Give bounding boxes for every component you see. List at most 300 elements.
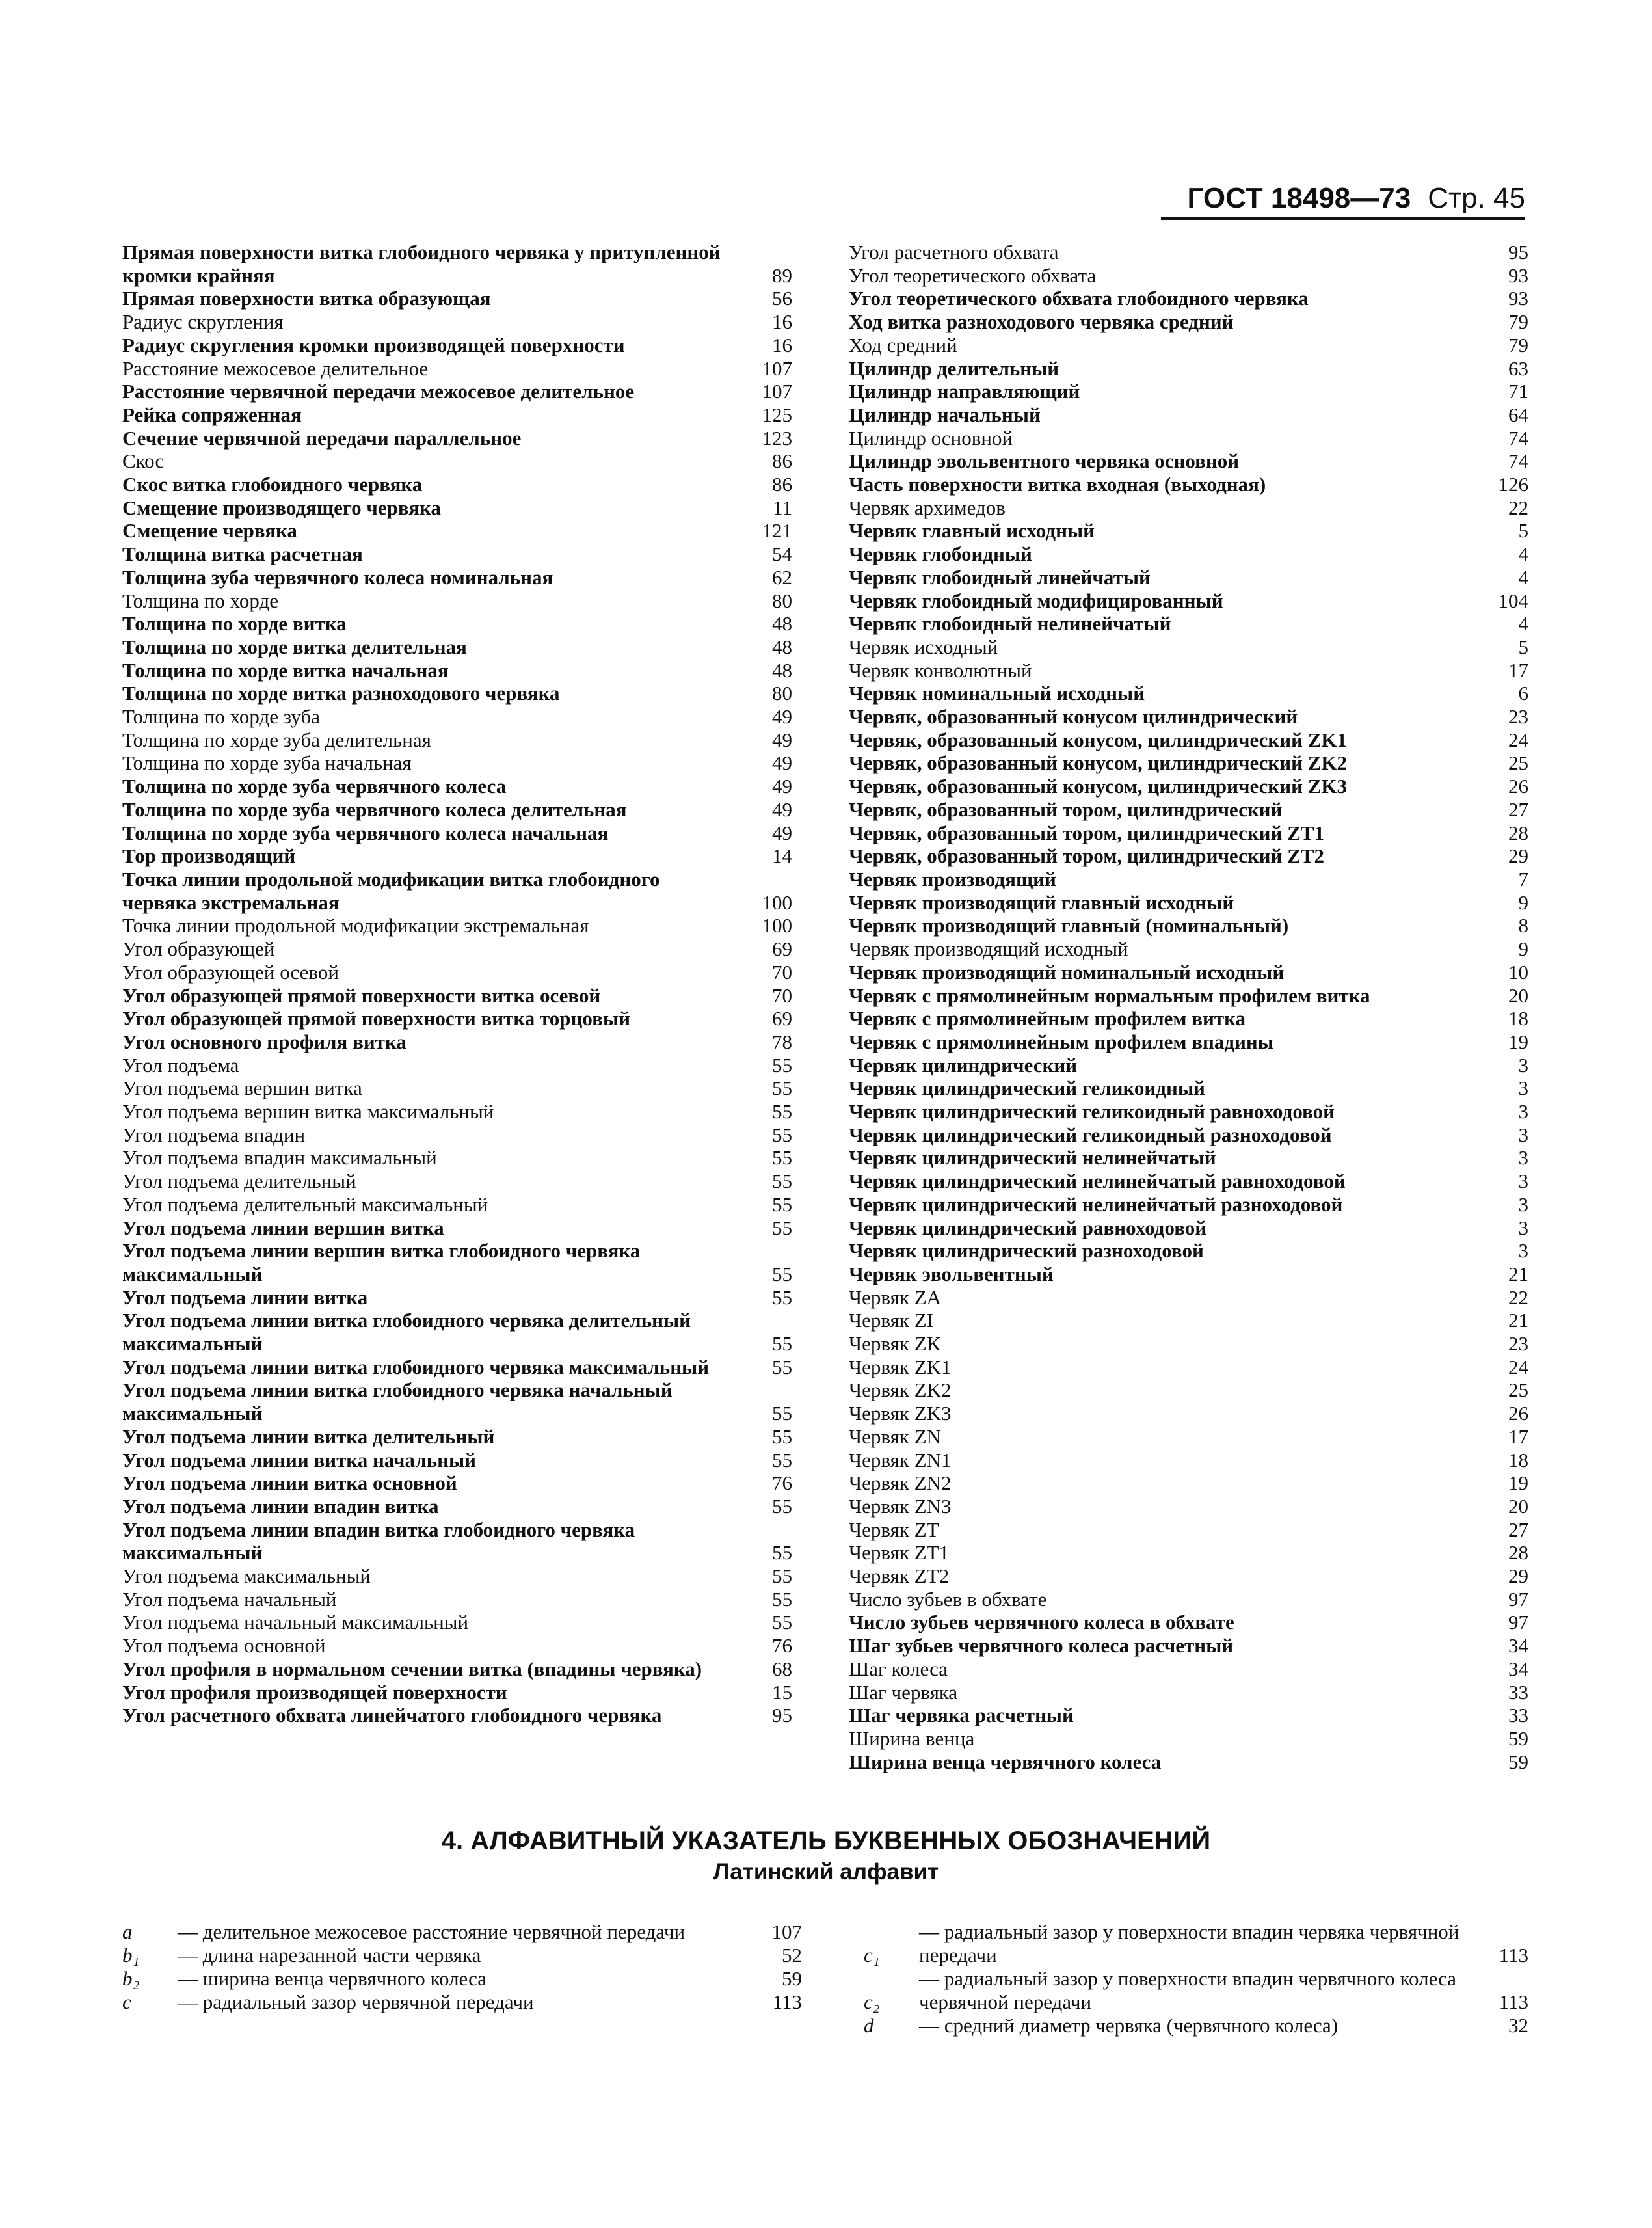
- index-term-number: 100: [762, 914, 792, 937]
- index-entry: [122, 775, 792, 798]
- index-term-number: 55: [772, 1216, 792, 1239]
- index-term-number: 3: [1518, 1123, 1528, 1146]
- index-entry: [122, 1471, 792, 1495]
- index-term: Толщина по хорде зуба начальная: [122, 751, 412, 775]
- index-term-number: 86: [772, 450, 792, 473]
- index-term: Угол подъема линии витка глобоидного червяка максимальный: [122, 1355, 710, 1378]
- index-entry: [849, 1239, 1528, 1263]
- index-entry: [122, 1216, 792, 1240]
- index-entry: [122, 1077, 792, 1100]
- standard-title: ГОСТ 18498—73: [1187, 182, 1411, 214]
- index-term: Червяк ZK3: [849, 1402, 952, 1425]
- index-entry: [122, 1030, 792, 1054]
- index-entry: [849, 1356, 1528, 1379]
- index-entry: [849, 798, 1528, 822]
- index-term-number: 49: [772, 775, 792, 798]
- index-term: Радиус скругления: [122, 310, 284, 334]
- index-term-number: 55: [772, 1146, 792, 1170]
- symbol-entry: [122, 1991, 802, 2014]
- index-column-left: [122, 241, 792, 1727]
- index-term-number: 4: [1518, 543, 1528, 566]
- index-term-number: 27: [1508, 798, 1528, 821]
- index-entry: [122, 729, 792, 752]
- index-term-number: 78: [772, 1030, 792, 1053]
- index-entry: [849, 1588, 1528, 1611]
- index-term: Толщина по хорде зуба червячного колеса делительная: [122, 798, 627, 821]
- page-number: Стр. 45: [1428, 182, 1525, 214]
- index-term: Угол подъема линии вершин витка: [122, 1216, 444, 1239]
- index-term-number: 64: [1508, 403, 1528, 426]
- index-entry: [122, 612, 792, 636]
- index-term-number: 49: [772, 705, 792, 729]
- index-term: Угол образующей осевой: [122, 960, 339, 984]
- index-term: Цилиндр эвольвентного червяка основной: [849, 450, 1240, 473]
- index-entry: [122, 1309, 792, 1355]
- index-term-number: 22: [1508, 1285, 1528, 1309]
- index-entry: [849, 1425, 1528, 1449]
- index-entry: [849, 705, 1528, 729]
- index-term-number: 26: [1508, 775, 1528, 798]
- index-term-number: 9: [1518, 937, 1528, 961]
- index-term: Точка линии продольной модификации экстремальная: [122, 914, 589, 937]
- index-entry: [849, 241, 1528, 264]
- index-term: Скос витка глобоидного червяка: [122, 473, 423, 496]
- index-entry: [849, 682, 1528, 705]
- index-term: Смещение производящего червяка: [122, 496, 441, 519]
- index-term-number: 33: [1508, 1704, 1528, 1727]
- index-term-number: 28: [1508, 821, 1528, 844]
- index-term-number: 63: [1508, 356, 1528, 380]
- index-term: Угол профиля в нормальном сечении витка (впадины червяка): [122, 1657, 702, 1680]
- index-term-number: 3: [1518, 1053, 1528, 1077]
- index-term: Червяк ZK: [849, 1332, 942, 1356]
- index-term: Угол подъема: [122, 1053, 239, 1077]
- index-term-number: 26: [1508, 1402, 1528, 1425]
- index-term-number: 49: [772, 751, 792, 775]
- index-entry: [849, 1704, 1528, 1727]
- index-term: Ход витка разноходового червяка средний: [849, 310, 1234, 334]
- symbol: b₂: [122, 1967, 140, 1990]
- index-term: Червяк, образованный тором, цилиндрический ZT2: [849, 844, 1325, 868]
- index-term-number: 25: [1508, 1378, 1528, 1402]
- index-term: Червяк глобоидный нелинейчатый: [849, 612, 1171, 636]
- index-entry: [122, 1588, 792, 1611]
- index-term: Червяк номинальный исходный: [849, 682, 1145, 705]
- index-term: Червяк, образованный конусом цилиндрический: [849, 705, 1298, 729]
- index-entry: [122, 1449, 792, 1472]
- index-term: Червяк главный исходный: [849, 519, 1095, 543]
- index-term-number: 18: [1508, 1448, 1528, 1471]
- index-entry: [849, 1077, 1528, 1100]
- index-term-number: 28: [1508, 1541, 1528, 1564]
- index-entry: [849, 473, 1528, 496]
- index-term-number: 125: [762, 403, 792, 426]
- index-term: Червяк производящий исходный: [849, 937, 1128, 961]
- index-entry: [122, 961, 792, 984]
- index-term: Сечение червячной передачи параллельное: [122, 426, 522, 450]
- index-term: Угол подъема линии витка основной: [122, 1471, 457, 1495]
- index-term: Толщина по хорде зуба делительная: [122, 728, 431, 751]
- index-term: Червяк цилиндрический нелинейчатый: [849, 1146, 1216, 1170]
- index-term-number: 97: [1508, 1611, 1528, 1634]
- index-entry: [849, 334, 1528, 357]
- index-term-number: 3: [1518, 1239, 1528, 1263]
- index-term: Угол подъема вершин витка максимальный: [122, 1100, 494, 1123]
- index-term-number: 80: [772, 589, 792, 612]
- index-term-number: 49: [772, 728, 792, 751]
- index-term: Угол теоретического обхвата глобоидного червяка: [849, 287, 1309, 310]
- index-term: Ход средний: [849, 333, 957, 356]
- index-term: Толщина по хорде зуба червячного колеса начальная: [122, 821, 609, 844]
- index-entry: [849, 1518, 1528, 1542]
- index-term: Толщина по хорде витка начальная: [122, 658, 449, 682]
- index-term: Червяк глобоидный линейчатый: [849, 565, 1151, 589]
- index-term: Шаг червяка расчетный: [849, 1704, 1074, 1727]
- index-term: Червяк ZN: [849, 1425, 942, 1448]
- index-term-number: 49: [772, 821, 792, 844]
- index-term: Толщина по хорде витка разноходового червяка: [122, 682, 560, 705]
- index-term-number: 22: [1508, 496, 1528, 519]
- index-term: Скос: [122, 450, 165, 473]
- index-entry: [849, 891, 1528, 915]
- symbol-term-number: 32: [1508, 2014, 1528, 2037]
- index-term-number: 5: [1518, 519, 1528, 543]
- index-term-number: 3: [1518, 1192, 1528, 1216]
- index-entry: [849, 1681, 1528, 1704]
- index-term: Шаг колеса: [849, 1657, 948, 1680]
- index-term-number: 29: [1508, 1564, 1528, 1588]
- index-term-number: 19: [1508, 1471, 1528, 1495]
- index-term: Ширина венца червячного колеса: [849, 1750, 1162, 1773]
- index-term: Прямая поверхности витка глобоидного червяка у притупленной кромки крайняя: [122, 241, 721, 287]
- index-term-number: 100: [762, 891, 792, 914]
- index-term: Угол расчетного обхвата: [849, 241, 1059, 263]
- index-term: Точка линии продольной модификации витка глобоидного червяка экстремальная: [122, 867, 660, 914]
- index-term: Червяк, образованный тором, цилиндрический: [849, 798, 1283, 821]
- index-entry: [849, 612, 1528, 636]
- index-term-number: 121: [762, 519, 792, 543]
- index-term: Червяк, образованный конусом, цилиндрический ZK3: [849, 775, 1348, 798]
- index-entry: [849, 1378, 1528, 1402]
- index-entry: [122, 914, 792, 937]
- index-term: Червяк ZN1: [849, 1448, 952, 1471]
- index-term: Число зубьев в обхвате: [849, 1587, 1047, 1611]
- index-term: Шаг червяка: [849, 1680, 958, 1704]
- index-term: Угол подъема начальный: [122, 1587, 337, 1611]
- index-term-number: 97: [1508, 1587, 1528, 1611]
- index-entry: [849, 1449, 1528, 1472]
- index-term-number: 34: [1508, 1657, 1528, 1680]
- symbol: d: [864, 2014, 874, 2037]
- index-term: Расстояние межосевое делительное: [122, 356, 429, 380]
- index-term: Червяк с прямолинейным профилем витка: [849, 1007, 1246, 1030]
- index-term-number: 14: [772, 844, 792, 868]
- symbol-term-number: 113: [1499, 1991, 1528, 2013]
- index-entry: [122, 1611, 792, 1634]
- index-entry: [849, 1634, 1528, 1658]
- index-entry: [849, 403, 1528, 427]
- index-term: Расстояние червячной передачи межосевое делительное: [122, 380, 635, 403]
- index-entry: [122, 1239, 792, 1285]
- symbol-term-number: 113: [772, 1991, 802, 2013]
- index-term: Червяк, образованный тором, цилиндрический ZT1: [849, 821, 1325, 844]
- index-term: Шаг зубьев червячного колеса расчетный: [849, 1634, 1234, 1658]
- index-term-number: 21: [1508, 1309, 1528, 1332]
- index-term: Червяк ZT: [849, 1518, 939, 1541]
- index-term: Червяк с прямолинейным профилем впадины: [849, 1030, 1273, 1053]
- index-term-number: 55: [772, 1170, 792, 1193]
- index-entry: [849, 310, 1528, 334]
- index-term: Червяк ZK1: [849, 1355, 952, 1378]
- index-term-number: 55: [772, 1564, 792, 1588]
- index-term-number: 55: [772, 1425, 792, 1448]
- index-term: Червяк ZN2: [849, 1471, 952, 1495]
- index-entry: [849, 496, 1528, 520]
- index-entry: [849, 1564, 1528, 1588]
- index-term: Прямая поверхности витка образующая: [122, 287, 491, 310]
- index-term: Угол подъема основной: [122, 1634, 326, 1658]
- index-term: Угол подъема делительный: [122, 1170, 356, 1193]
- index-term-number: 11: [773, 496, 792, 519]
- index-term-number: 55: [772, 1285, 792, 1309]
- index-term: Угол подъема впадин: [122, 1123, 306, 1146]
- symbol-entry: [864, 1920, 1528, 1967]
- index-entry: [849, 1193, 1528, 1216]
- index-term-number: 69: [772, 1007, 792, 1030]
- section-title: 4. АЛФАВИТНЫЙ УКАЗАТЕЛЬ БУКВЕННЫХ ОБОЗНАЧЕНИЙ: [441, 1827, 1211, 1855]
- index-entry: [849, 1727, 1528, 1751]
- index-term: Червяк глобоидный модифицированный: [849, 589, 1223, 612]
- index-term-number: 76: [772, 1634, 792, 1658]
- index-entry: [849, 844, 1528, 868]
- index-term-number: 24: [1508, 1355, 1528, 1378]
- index-term: Угол подъема линии витка: [122, 1285, 368, 1309]
- index-entry: [122, 1054, 792, 1077]
- index-term: Толщина по хорде витка: [122, 612, 347, 636]
- index-term: Червяк цилиндрический равноходовой: [849, 1216, 1207, 1239]
- index-entry: [849, 636, 1528, 659]
- index-entry: [849, 427, 1528, 450]
- index-entry: [849, 1286, 1528, 1309]
- index-term-number: 55: [772, 1332, 792, 1356]
- index-term: Угол подъема линии впадин витка: [122, 1494, 439, 1518]
- index-entry: [849, 984, 1528, 1008]
- index-entry: [849, 589, 1528, 613]
- index-term-number: 68: [772, 1657, 792, 1680]
- index-entry: [849, 751, 1528, 775]
- index-column-right: [849, 241, 1528, 1773]
- symbol-term-number: 59: [782, 1967, 802, 1990]
- symbol-term-number: 52: [782, 1944, 802, 1966]
- index-entry: [122, 1495, 792, 1518]
- index-entry: [849, 287, 1528, 310]
- index-term-number: 5: [1518, 635, 1528, 658]
- index-term-number: 3: [1518, 1100, 1528, 1123]
- symbol: b₁: [122, 1944, 140, 1966]
- index-term-number: 3: [1518, 1170, 1528, 1193]
- index-entry: [849, 1123, 1528, 1147]
- index-term: Угол подъема линии витка глобоидного червяка начальный максимальный: [122, 1378, 673, 1425]
- index-entry: [849, 775, 1528, 798]
- index-term: Червяк ZK2: [849, 1378, 952, 1402]
- index-entry: [122, 1425, 792, 1449]
- index-term-number: 107: [762, 380, 792, 403]
- symbol-description: — делительное межосевое расстояние червячной передачи: [178, 1920, 686, 1943]
- index-term: Червяк с прямолинейным нормальным профилем витка: [849, 984, 1370, 1007]
- index-entry: [122, 868, 792, 914]
- index-term: Угол подъема максимальный: [122, 1564, 371, 1588]
- index-term: Угол подъема линии витка начальный: [122, 1448, 477, 1471]
- index-term-number: 62: [772, 565, 792, 589]
- index-term-number: 8: [1518, 914, 1528, 937]
- index-term-number: 55: [772, 1611, 792, 1634]
- index-term: Толщина по хорде витка делительная: [122, 635, 467, 658]
- index-entry: [122, 496, 792, 520]
- index-term: Цилиндр основной: [849, 426, 1013, 450]
- index-entry: [122, 1356, 792, 1379]
- index-entry: [122, 659, 792, 682]
- index-term: Червяк цилиндрический геликоидный разноходовой: [849, 1123, 1332, 1146]
- index-term-number: 17: [1508, 1425, 1528, 1448]
- index-term: Угол подъема линии впадин витка глобоидного червяка максимальный: [122, 1518, 635, 1564]
- index-term-number: 25: [1508, 751, 1528, 775]
- index-entry: [849, 450, 1528, 473]
- index-term-number: 55: [772, 1448, 792, 1471]
- index-term-number: 49: [772, 798, 792, 821]
- index-term-number: 29: [1508, 844, 1528, 868]
- index-entry: [849, 1611, 1528, 1634]
- index-term: Угол профиля производящей поверхности: [122, 1680, 507, 1704]
- index-term-number: 20: [1508, 984, 1528, 1007]
- index-term-number: 56: [772, 287, 792, 310]
- index-term: Червяк производящий главный (номинальный): [849, 914, 1289, 937]
- index-entry: [122, 636, 792, 659]
- index-term-number: 7: [1518, 867, 1528, 891]
- index-term: Часть поверхности витка входная (выходная): [849, 473, 1266, 496]
- index-entry: [849, 380, 1528, 403]
- index-entry: [122, 1146, 792, 1170]
- index-entry: [849, 937, 1528, 961]
- index-entry: [122, 1193, 792, 1216]
- symbol-entry: [122, 1967, 802, 1991]
- index-entry: [122, 403, 792, 427]
- index-term-number: 55: [772, 1053, 792, 1077]
- index-term-number: 3: [1518, 1216, 1528, 1239]
- index-term-number: 55: [772, 1494, 792, 1518]
- index-term-number: 71: [1508, 380, 1528, 403]
- index-term-number: 74: [1508, 426, 1528, 450]
- index-term-number: 48: [772, 635, 792, 658]
- index-term: Червяк цилиндрический геликоидный: [849, 1077, 1205, 1100]
- index-term-number: 55: [772, 1587, 792, 1611]
- index-term: Червяк цилиндрический нелинейчатый равноходовой: [849, 1170, 1346, 1193]
- index-entry: [122, 519, 792, 543]
- index-entry: [122, 543, 792, 566]
- index-term-number: 24: [1508, 728, 1528, 751]
- index-term: Угол расчетного обхвата линейчатого глобоидного червяка: [122, 1704, 662, 1727]
- index-entry: [849, 961, 1528, 984]
- symbol-term-number: 113: [1499, 1944, 1528, 1966]
- index-term-number: 93: [1508, 263, 1528, 287]
- index-entry: [122, 1007, 792, 1030]
- index-term: Угол подъема вершин витка: [122, 1077, 362, 1100]
- index-term-number: 86: [772, 473, 792, 496]
- index-term-number: 20: [1508, 1494, 1528, 1518]
- index-term: Толщина витка расчетная: [122, 543, 363, 566]
- index-term-number: 33: [1508, 1680, 1528, 1704]
- symbol-entry: [864, 2014, 1528, 2037]
- index-term: Толщина по хорде зуба червячного колеса: [122, 775, 507, 798]
- index-entry: [122, 380, 792, 403]
- index-entry: [122, 450, 792, 473]
- index-term: Цилиндр направляющий: [849, 380, 1080, 403]
- index-term-number: 79: [1508, 310, 1528, 334]
- index-entry: [122, 984, 792, 1008]
- index-term-number: 18: [1508, 1007, 1528, 1030]
- index-term-number: 54: [772, 543, 792, 566]
- index-term-number: 95: [1508, 241, 1528, 263]
- index-term-number: 17: [1508, 658, 1528, 682]
- index-entry: [849, 1751, 1528, 1774]
- index-term: Червяк исходный: [849, 635, 998, 658]
- index-entry: [122, 473, 792, 496]
- index-term-number: 3: [1518, 1077, 1528, 1100]
- index-term: Червяк производящий главный исходный: [849, 891, 1234, 914]
- index-term-number: 48: [772, 658, 792, 682]
- index-term: Червяк ZN3: [849, 1494, 952, 1518]
- symbol-entry: [122, 1920, 802, 1944]
- symbol-description: — длина нарезанной части червяка: [178, 1944, 481, 1966]
- index-term: Угол образующей прямой поверхности витка осевой: [122, 984, 601, 1007]
- index-entry: [849, 1100, 1528, 1123]
- index-term: Толщина зуба червячного колеса номинальная: [122, 565, 553, 589]
- index-entry: [122, 705, 792, 729]
- index-term: Червяк глобоидный: [849, 543, 1032, 566]
- index-entry: [122, 357, 792, 381]
- index-term-number: 55: [772, 1192, 792, 1216]
- index-entry: [122, 751, 792, 775]
- index-term: Червяк производящий номинальный исходный: [849, 960, 1285, 984]
- index-entry: [122, 427, 792, 450]
- index-term-number: 55: [772, 1355, 792, 1378]
- symbols-column-right: [864, 1920, 1528, 2037]
- index-entry: [849, 868, 1528, 891]
- index-entry: [122, 241, 792, 287]
- index-entry: [122, 1378, 792, 1425]
- index-entry: [849, 357, 1528, 381]
- index-entry: [122, 589, 792, 613]
- index-term-number: 93: [1508, 287, 1528, 310]
- index-entry: [122, 822, 792, 845]
- index-term: Ширина венца: [849, 1727, 975, 1750]
- index-term-number: 55: [772, 1100, 792, 1123]
- index-term-number: 6: [1518, 682, 1528, 705]
- index-entry: [849, 1146, 1528, 1170]
- index-term: Угол теоретического обхвата: [849, 263, 1097, 287]
- index-term-number: 95: [772, 1704, 792, 1727]
- index-term: Червяк эвольвентный: [849, 1262, 1054, 1285]
- index-entry: [849, 1471, 1528, 1495]
- index-entry: [122, 566, 792, 589]
- index-entry: [122, 682, 792, 705]
- index-entry: [122, 1100, 792, 1123]
- index-entry: [849, 822, 1528, 845]
- symbol: c₁: [864, 1944, 880, 1966]
- symbol-description: — ширина венца червячного колеса: [178, 1967, 486, 1990]
- index-entry: [849, 1495, 1528, 1518]
- section-subtitle: Латинский алфавит: [713, 1859, 939, 1885]
- index-term-number: 55: [772, 1262, 792, 1285]
